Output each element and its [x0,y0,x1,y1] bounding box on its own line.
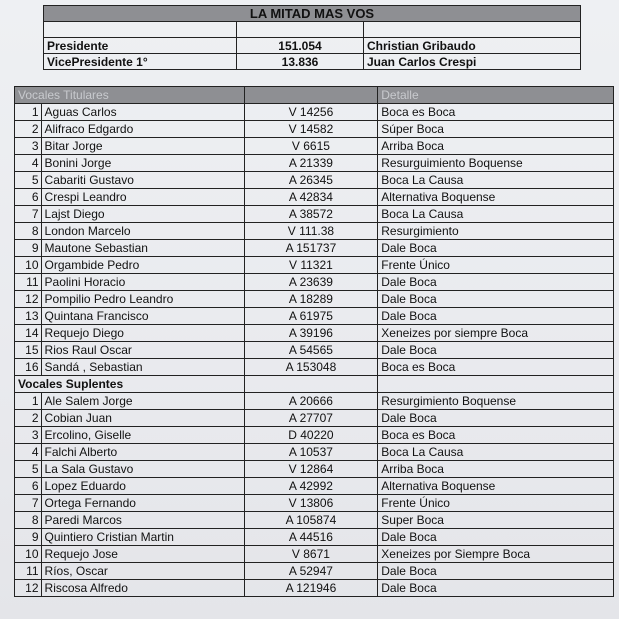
suplente-row [15,580,614,597]
member-code: V 14256 [244,104,378,121]
suplente-row [15,461,614,478]
list-detail: Dale Boca [378,342,614,359]
suplentes-header: Vocales Suplentes [15,376,245,393]
titular-row [15,325,614,342]
member-code: V 6615 [244,138,378,155]
member-name: Crespi Leandro [41,189,244,206]
president-label: Presidente [44,38,237,54]
member-code: A 23639 [244,274,378,291]
list-detail: Dale Boca [378,410,614,427]
row-number: 16 [15,359,42,376]
titular-row [15,291,614,308]
member-code: A 105874 [244,512,378,529]
suplente-row [15,427,614,444]
titular-row [15,359,614,376]
row-number: 1 [15,104,42,121]
member-name: Paredi Marcos [41,512,244,529]
titular-row [15,342,614,359]
suplente-row [15,444,614,461]
titular-row [15,240,614,257]
titular-row [15,172,614,189]
member-code: A 42992 [244,478,378,495]
member-code: A 42834 [244,189,378,206]
list-detail: Arriba Boca [378,461,614,478]
list-detail: Resurguimiento Boquense [378,155,614,172]
member-name: Orgambide Pedro [41,257,244,274]
list-detail: Frente Único [378,495,614,512]
row-number: 2 [15,410,42,427]
list-detail: Frente Único [378,257,614,274]
member-code: A 20666 [244,393,378,410]
row-number: 9 [15,529,42,546]
row-number: 12 [15,291,42,308]
member-code: A 21339 [244,155,378,172]
row-number: 15 [15,342,42,359]
row-number: 10 [15,546,42,563]
member-code: A 10537 [244,444,378,461]
member-name: Falchi Alberto [41,444,244,461]
titulares-header-row [15,87,614,104]
member-name: Bonini Jorge [41,155,244,172]
list-detail: Super Boca [378,512,614,529]
list-detail: Arriba Boca [378,138,614,155]
list-detail: Boca es Boca [378,427,614,444]
row-number: 12 [15,580,42,597]
list-detail: Xeneizes por siempre Boca [378,325,614,342]
row-number: 2 [15,121,42,138]
list-detail: Alternativa Boquense [378,189,614,206]
list-detail: Alternativa Boquense [378,478,614,495]
row-number: 4 [15,444,42,461]
row-number: 10 [15,257,42,274]
row-number: 7 [15,206,42,223]
member-name: London Marcelo [41,223,244,240]
member-name: Quintiero Cristian Martin [41,529,244,546]
titular-row [15,121,614,138]
member-code: A 151737 [244,240,378,257]
member-name: Lajst Diego [41,206,244,223]
member-name: Ale Salem Jorge [41,393,244,410]
member-name: Cobian Juan [41,410,244,427]
row-number: 4 [15,155,42,172]
titular-row [15,206,614,223]
suplente-row [15,546,614,563]
member-name: Rios Raul Oscar [41,342,244,359]
titular-row [15,308,614,325]
titular-row [15,189,614,206]
titular-row [15,274,614,291]
row-number: 5 [15,461,42,478]
member-name: Quintana Francisco [41,308,244,325]
list-detail: Dale Boca [378,529,614,546]
list-detail: Dale Boca [378,291,614,308]
titular-row [15,104,614,121]
vice-president-label: VicePresidente 1° [44,54,237,70]
row-number: 9 [15,240,42,257]
vice-president-row [44,54,581,70]
member-code: D 40220 [244,427,378,444]
member-code: A 121946 [244,580,378,597]
member-name: Ríos, Oscar [41,563,244,580]
member-code: V 8671 [244,546,378,563]
president-votes: 151.054 [237,38,364,54]
suplente-row [15,512,614,529]
titular-row [15,257,614,274]
row-number: 5 [15,172,42,189]
member-code: A 27707 [244,410,378,427]
list-detail: Boca La Causa [378,172,614,189]
member-code: V 12864 [244,461,378,478]
member-name: Cabariti Gustavo [41,172,244,189]
member-name: Sandá , Sebastian [41,359,244,376]
suplentes-header-row [15,376,614,393]
row-number: 6 [15,189,42,206]
president-name: Christian Gribaudo [364,38,581,54]
list-detail: Boca es Boca [378,359,614,376]
row-number: 1 [15,393,42,410]
member-name: Mautone Sebastian [41,240,244,257]
titular-row [15,223,614,240]
row-number: 8 [15,223,42,240]
detalle-header: Detalle [378,87,614,104]
suplente-row [15,529,614,546]
member-name: Lopez Eduardo [41,478,244,495]
suplente-row [15,563,614,580]
row-number: 7 [15,495,42,512]
list-detail: Resurgimiento Boquense [378,393,614,410]
row-number: 13 [15,308,42,325]
member-code: A 153048 [244,359,378,376]
header-table [43,5,581,70]
member-name: Paolini Horacio [41,274,244,291]
member-code: V 111.38 [244,223,378,240]
list-detail: Súper Boca [378,121,614,138]
row-number: 11 [15,274,42,291]
list-detail: Boca La Causa [378,444,614,461]
row-number: 3 [15,138,42,155]
suplente-row [15,410,614,427]
member-code: A 38572 [244,206,378,223]
member-name: Ercolino, Giselle [41,427,244,444]
list-detail: Dale Boca [378,563,614,580]
row-number: 3 [15,427,42,444]
vice-president-name: Juan Carlos Crespi [364,54,581,70]
list-detail: Dale Boca [378,308,614,325]
member-name: Pompilio Pedro Leandro [41,291,244,308]
member-code: A 52947 [244,563,378,580]
member-name: Riscosa Alfredo [41,580,244,597]
list-title: LA MITAD MAS VOS [44,6,581,22]
member-code: A 26345 [244,172,378,189]
president-row [44,38,581,54]
list-detail: Dale Boca [378,274,614,291]
member-code: V 13806 [244,495,378,512]
member-code: V 14582 [244,121,378,138]
vocales-table [14,86,614,597]
member-name: La Sala Gustavo [41,461,244,478]
list-detail: Dale Boca [378,240,614,257]
suplente-row [15,495,614,512]
titulares-header: Vocales Titulares [15,87,245,104]
member-name: Aguas Carlos [41,104,244,121]
member-name: Ortega Fernando [41,495,244,512]
row-number: 8 [15,512,42,529]
suplente-row [15,393,614,410]
suplente-row [15,478,614,495]
member-code: V 11321 [244,257,378,274]
member-name: Bitar Jorge [41,138,244,155]
member-name: Requejo Diego [41,325,244,342]
list-detail: Xeneizes por Siempre Boca [378,546,614,563]
titular-row [15,138,614,155]
list-detail: Resurgimiento [378,223,614,240]
titular-row [15,155,614,172]
member-code: A 18289 [244,291,378,308]
member-code: A 39196 [244,325,378,342]
member-code: A 44516 [244,529,378,546]
row-number: 14 [15,325,42,342]
member-name: Alifraco Edgardo [41,121,244,138]
row-number: 6 [15,478,42,495]
vice-president-votes: 13.836 [237,54,364,70]
member-code: A 54565 [244,342,378,359]
row-number: 11 [15,563,42,580]
list-detail: Dale Boca [378,580,614,597]
member-code: A 61975 [244,308,378,325]
member-name: Requejo Jose [41,546,244,563]
list-detail: Boca La Causa [378,206,614,223]
list-detail: Boca es Boca [378,104,614,121]
